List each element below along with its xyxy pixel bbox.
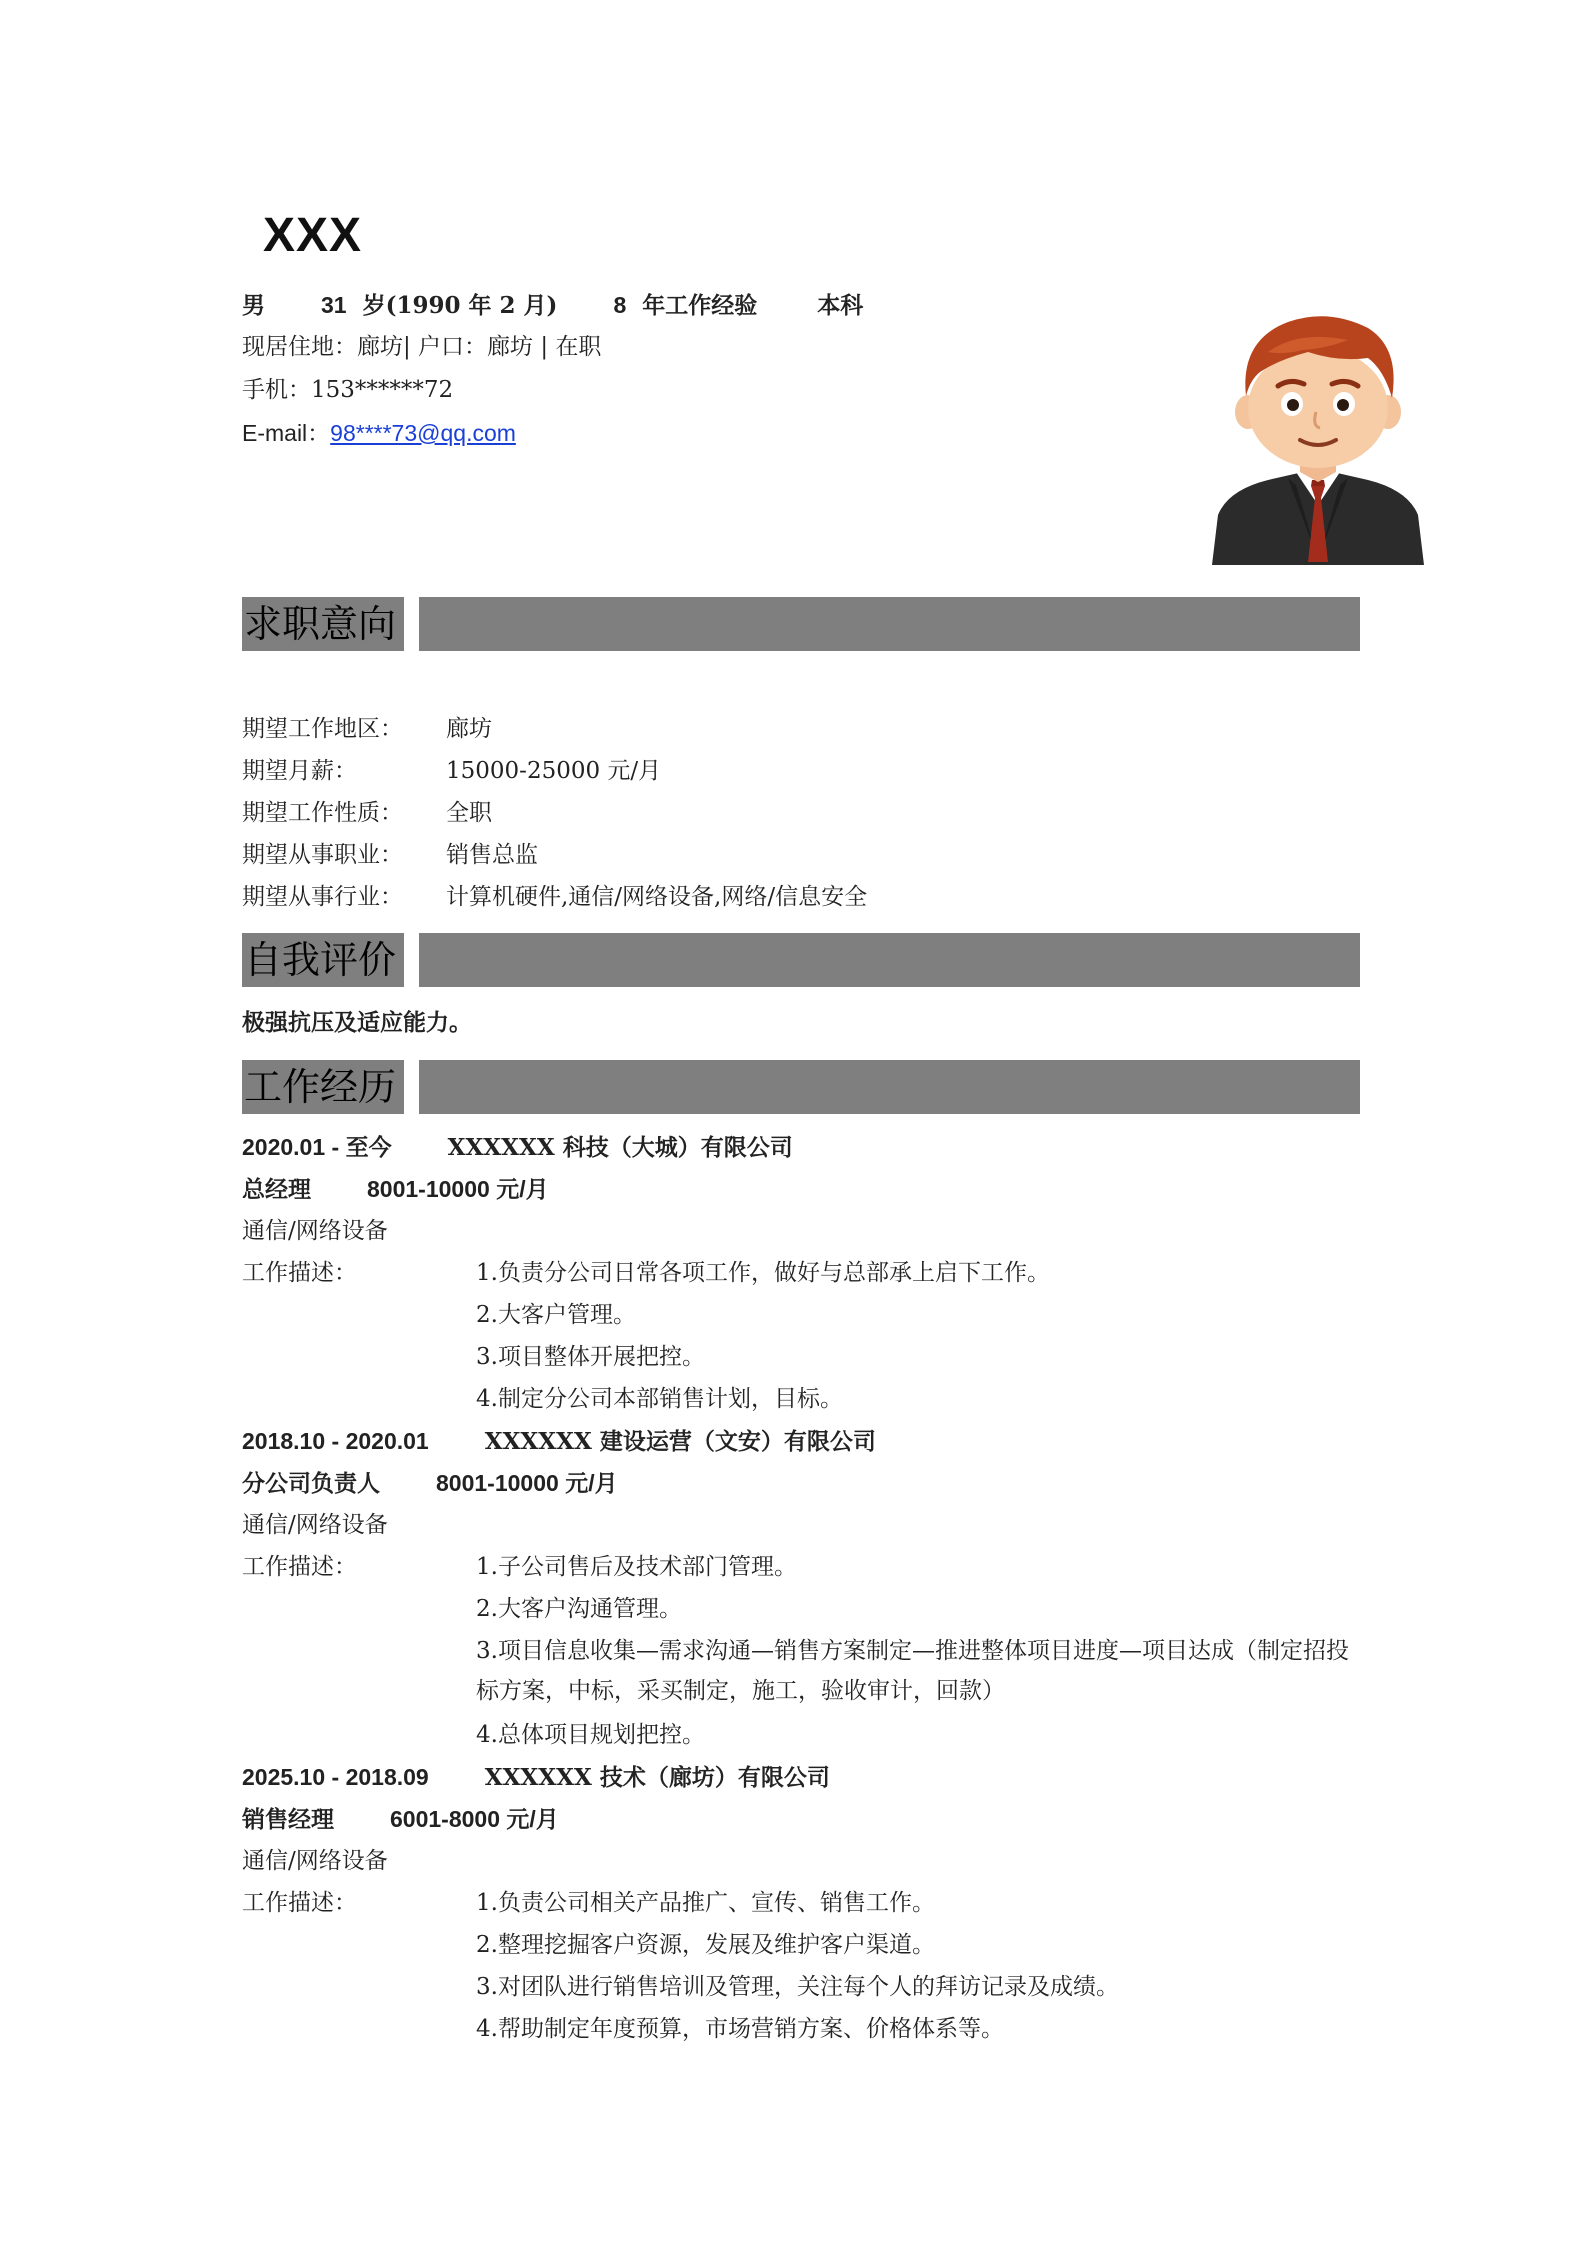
- age: 31: [321, 292, 347, 318]
- job-desc-label: 工作描述：: [242, 1890, 357, 1916]
- intent-label: 期望工作地区：: [242, 716, 403, 742]
- job-desc-item: 1.负责公司相关产品推广、宣传、销售工作。: [476, 1890, 935, 1916]
- job-title: 总经理: [242, 1176, 311, 1203]
- self-evaluation-text: 极强抗压及适应能力。: [242, 1009, 472, 1036]
- job-period: 2025.10 - 2018.09: [242, 1764, 429, 1790]
- job-desc-item: 2.大客户沟通管理。: [476, 1596, 682, 1622]
- job-desc-item: 3.项目整体开展把控。: [476, 1344, 705, 1370]
- job-company: XXXXXX 技术（廊坊）有限公司: [484, 1764, 830, 1791]
- job-industry: 通信/网络设备: [242, 1848, 388, 1874]
- intent-label: 期望从事行业：: [242, 884, 403, 910]
- job-desc-item: 4.制定分公司本部销售计划，目标。: [476, 1386, 843, 1412]
- age-birth: 岁(1990 年 2 月): [362, 292, 558, 319]
- job-salary: 6001-8000 元/月: [390, 1806, 559, 1832]
- intent-value: 全职: [446, 800, 492, 826]
- job-title-row: [242, 1799, 559, 1840]
- job-desc-label: 工作描述：: [242, 1260, 357, 1286]
- years-experience-label: 年工作经验: [642, 292, 758, 319]
- section-title-work: 工作经历: [242, 1060, 404, 1114]
- job-industry: 通信/网络设备: [242, 1512, 388, 1538]
- businessman-avatar-icon: [1208, 300, 1428, 565]
- job-desc-item: 3.对团队进行销售培训及管理，关注每个人的拜访记录及成绩。: [476, 1974, 1119, 2000]
- job-desc-item: 4.帮助制定年度预算，市场营销方案、价格体系等。: [476, 2016, 1004, 2042]
- job-period: 2020.01 - 至今: [242, 1134, 392, 1160]
- section-title-intent: 求职意向: [242, 597, 404, 651]
- job-title-row: [242, 1169, 549, 1210]
- job-desc-item: 2.整理挖掘客户资源，发展及维护客户渠道。: [476, 1932, 935, 1958]
- section-title-self-eval: 自我评价: [242, 933, 404, 987]
- email-label: E-mail：: [242, 420, 331, 446]
- email-link[interactable]: 98****73@qq.com: [330, 420, 516, 446]
- job-industry: 通信/网络设备: [242, 1218, 388, 1244]
- job-salary: 8001-10000 元/月: [436, 1470, 618, 1496]
- job-desc-item: 1.负责分公司日常各项工作，做好与总部承上启下工作。: [476, 1260, 1050, 1286]
- job-header: [242, 1421, 876, 1462]
- residence-info: 现居住地：廊坊| 户口：廊坊 | 在职: [242, 334, 602, 360]
- job-company: XXXXXX 建设运营（文安）有限公司: [484, 1428, 876, 1455]
- section-bar-work: [419, 1060, 1360, 1114]
- intent-value: 廊坊: [446, 716, 492, 742]
- job-desc-item: 2.大客户管理。: [476, 1302, 636, 1328]
- intent-label: 期望月薪：: [242, 758, 357, 784]
- job-salary: 8001-10000 元/月: [367, 1176, 549, 1202]
- job-title: 分公司负责人: [242, 1470, 380, 1497]
- job-header: [242, 1757, 830, 1798]
- job-desc-item: 4.总体项目规划把控。: [476, 1722, 705, 1748]
- intent-value: 计算机硬件,通信/网络设备,网络/信息安全: [446, 884, 868, 910]
- intent-value: 销售总监: [446, 842, 538, 868]
- intent-value: 15000-25000 元/月: [446, 758, 662, 784]
- gender: 男: [242, 292, 265, 319]
- job-desc-item: 3.项目信息收集—需求沟通—销售方案制定—推进整体项目进度—项目达成（制定招投标方案，中标，采买制定，施工，验收审计，回款）: [476, 1638, 1349, 1704]
- phone-info: 手机：153******72: [242, 377, 454, 403]
- basic-info-row: [242, 285, 863, 326]
- section-bar-intent: [419, 597, 1360, 651]
- email-row: [242, 413, 516, 454]
- degree: 本科: [817, 292, 864, 319]
- years-experience: 8: [613, 292, 627, 318]
- job-title: 销售经理: [242, 1806, 334, 1833]
- candidate-name: XXX: [263, 209, 363, 262]
- job-title-row: [242, 1463, 618, 1504]
- intent-label: 期望从事职业：: [242, 842, 403, 868]
- job-period: 2018.10 - 2020.01: [242, 1428, 429, 1454]
- section-bar-self-eval: [419, 933, 1360, 987]
- intent-label: 期望工作性质：: [242, 800, 403, 826]
- job-desc-item: 1.子公司售后及技术部门管理。: [476, 1554, 797, 1580]
- job-header: [242, 1127, 793, 1168]
- job-desc-label: 工作描述：: [242, 1554, 357, 1580]
- job-company: XXXXXX 科技（大城）有限公司: [447, 1134, 793, 1161]
